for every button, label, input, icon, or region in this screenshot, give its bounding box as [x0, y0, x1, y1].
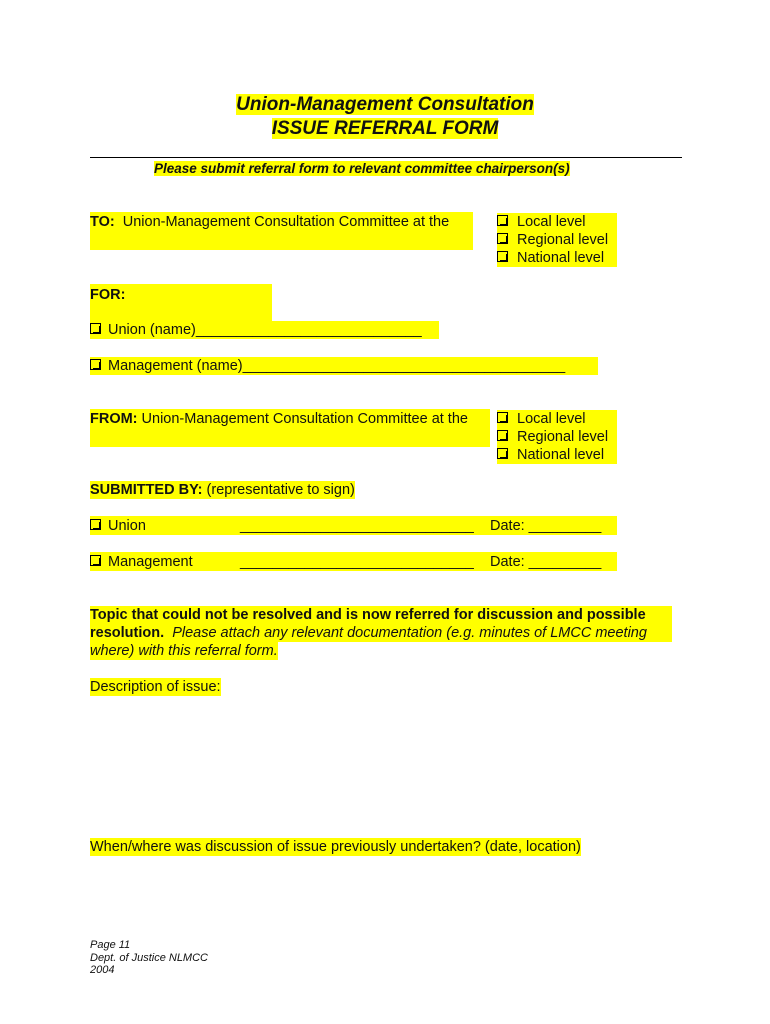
checkbox-icon[interactable] — [90, 519, 101, 530]
from-level-local[interactable] — [497, 410, 617, 428]
from-level-national[interactable] — [497, 446, 617, 464]
topic-line-3 — [90, 642, 278, 660]
checkbox-icon[interactable] — [497, 233, 508, 244]
submitted-management-option[interactable] — [90, 553, 193, 571]
when-where-field[interactable] — [90, 860, 672, 930]
from-levels — [497, 410, 617, 464]
footer-dept: Dept. of Justice NLMCC — [90, 951, 208, 964]
to-level-regional-label: Regional level — [517, 232, 609, 248]
management-signature-line[interactable]: _____________________________ — [240, 554, 474, 570]
submitted-union-label: Union — [108, 518, 146, 534]
when-where-label: When/where was discussion of issue previously undertaken? (date, location) — [90, 839, 581, 855]
for-management-label: Management (name)________________________________________ — [108, 358, 566, 374]
from-level-regional-label: Regional level — [517, 429, 609, 445]
union-signature-line[interactable]: _____________________________ — [240, 518, 474, 534]
checkbox-icon[interactable] — [497, 430, 508, 441]
title-line-1: Union-Management Consultation — [236, 94, 534, 115]
checkbox-icon[interactable] — [90, 555, 101, 566]
to-level-regional[interactable] — [497, 231, 617, 249]
topic-line-1: Topic that could not be resolved and is now referred for discussion and possible — [90, 606, 672, 624]
to-level-local-label: Local level — [517, 214, 586, 230]
to-level-local[interactable] — [497, 213, 617, 231]
from-level-local-label: Local level — [517, 411, 586, 427]
to-text: Union-Management Consultation Committee at the — [122, 214, 450, 230]
topic-italic-2: where) with this referral form. — [90, 643, 278, 659]
footer-page: Page 11 — [90, 939, 131, 951]
submitted-union-option[interactable] — [90, 517, 146, 535]
from-line — [90, 410, 468, 428]
form-title — [0, 93, 770, 141]
for-union-label: Union (name)____________________________ — [108, 322, 422, 338]
submit-instruction — [154, 161, 570, 176]
for-label: FOR: — [90, 287, 126, 303]
from-level-regional[interactable] — [497, 428, 617, 446]
to-levels — [497, 213, 617, 267]
submitted-by — [90, 481, 355, 499]
topic-bold: resolution. — [90, 625, 165, 641]
from-level-national-label: National level — [517, 447, 605, 463]
checkbox-icon[interactable] — [497, 251, 508, 262]
to-level-national-label: National level — [517, 250, 605, 266]
checkbox-icon[interactable] — [497, 448, 508, 459]
submitted-label: SUBMITTED BY: — [90, 482, 203, 498]
footer-year: 2004 — [90, 964, 115, 976]
title-line-2: ISSUE REFERRAL FORM — [271, 118, 499, 139]
description-label: Description of issue: — [90, 679, 221, 695]
submitted-note: (representative to sign) — [206, 482, 355, 498]
topic-italic-1: Please attach any relevant documentation (e.g. minutes of LMCC meeting — [172, 625, 647, 641]
footer — [90, 939, 208, 977]
topic-line-2 — [90, 624, 672, 642]
to-label: TO: — [90, 214, 115, 230]
checkbox-icon[interactable] — [90, 323, 101, 334]
union-date-field[interactable]: Date: _________ — [490, 518, 602, 534]
management-date-field[interactable]: Date: _________ — [490, 554, 602, 570]
submit-instruction-text: Please submit referral form to relevant committee chairperson(s) — [154, 161, 570, 176]
to-level-national[interactable] — [497, 249, 617, 267]
submitted-management-label: Management — [108, 554, 193, 570]
description-field[interactable] — [90, 700, 672, 830]
checkbox-icon[interactable] — [497, 215, 508, 226]
checkbox-icon[interactable] — [497, 412, 508, 423]
to-line — [90, 213, 449, 231]
from-label: FROM: — [90, 411, 138, 427]
header-rule — [90, 157, 682, 158]
checkbox-icon[interactable] — [90, 359, 101, 370]
for-management[interactable] — [90, 357, 598, 375]
from-text: Union-Management Consultation Committee at the — [141, 411, 468, 427]
for-union[interactable] — [90, 321, 439, 339]
